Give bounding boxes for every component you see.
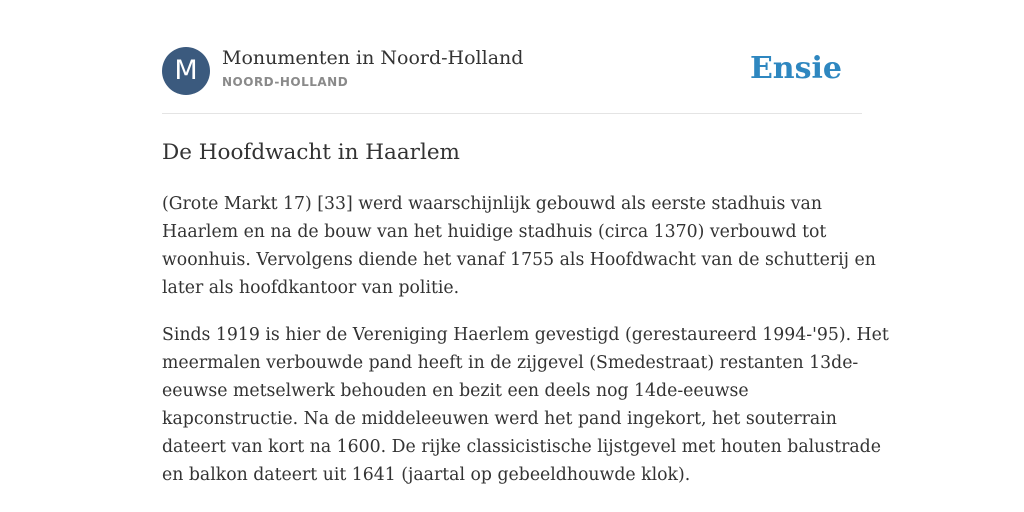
paragraph-line: woonhuis. Vervolgens diende het vanaf 1755 als Hoofdwacht van de schutterij en [162,250,876,270]
source-avatar[interactable]: M [162,47,210,95]
source-title[interactable]: Monumenten in Noord-Holland [222,47,524,69]
paragraph-line: later als hoofdkantoor van politie. [162,278,460,298]
source-header [162,46,862,96]
article-title: De Hoofdwacht in Haarlem [162,140,460,165]
paragraph-line: eeuwse metselwerk behouden en bezit een deels nog 14de-eeuwse [162,381,749,401]
article-body [162,190,889,508]
source-subtitle[interactable]: NOORD-HOLLAND [222,75,349,89]
paragraph-2 [162,321,889,489]
paragraph-line: meermalen verbouwde pand heeft in de zijgevel (Smedestraat) restanten 13de- [162,353,859,373]
header-divider [162,113,862,114]
paragraph-line: kapconstructie. Na de middeleeuwen werd het pand ingekort, het souterrain [162,409,837,429]
paragraph-line: Sinds 1919 is hier de Vereniging Haerlem gevestigd (gerestaureerd 1994-'95). Het [162,325,889,345]
paragraph-1 [162,190,876,302]
brand-logo[interactable]: Ensie [749,51,842,86]
paragraph-line: dateert van kort na 1600. De rijke classicistische lijstgevel met houten balustrade [162,437,881,457]
paragraph-line: (Grote Markt 17) [33] werd waarschijnlijk gebouwd als eerste stadhuis van [162,194,822,214]
paragraph-line: en balkon dateert uit 1641 (jaartal op gebeeldhouwde klok). [162,465,691,485]
paragraph-line: Haarlem en na de bouw van het huidige stadhuis (circa 1370) verbouwd tot [162,222,827,242]
